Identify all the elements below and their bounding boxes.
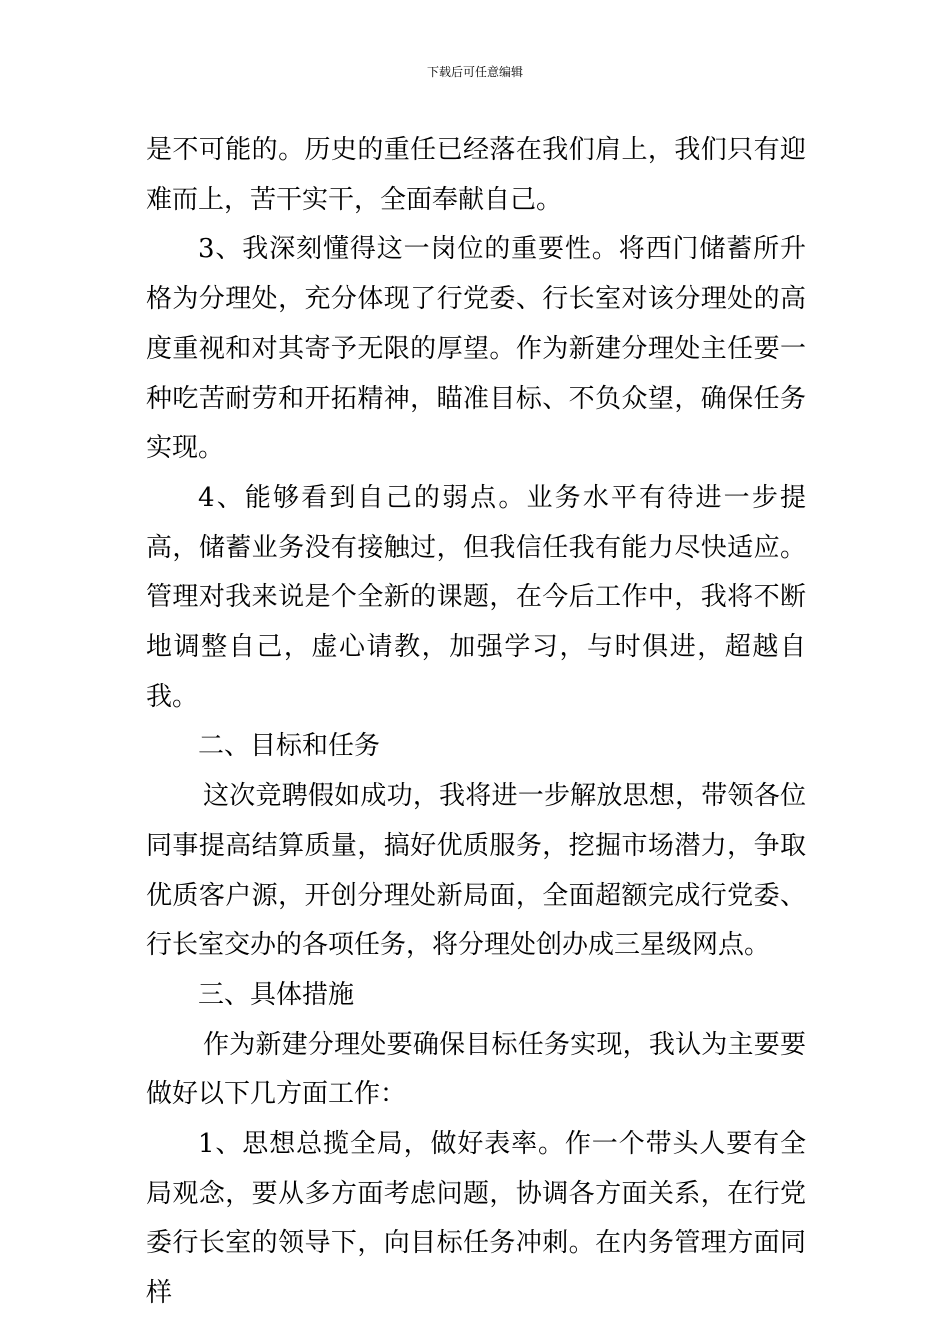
paragraph-measure-1: 1、思想总揽全局，做好表率。作一个带头人要有全局观念，要从多方面考虑问题，协调各方面关系，在行党委行长室的领导下，向目标任务冲刺。在内务管理方面同样	[146, 1129, 806, 1309]
document-body	[146, 126, 806, 1319]
paragraph-point-4: 4、能够看到自己的弱点。业务水平有待进一步提高，储蓄业务没有接触过，但我信任我有能力尽快适应。管理对我来说是个全新的课题，在今后工作中，我将不断地调整自己，虚心请教，加强学习，与时俱进，超越自我。	[146, 482, 806, 712]
paragraph-goals: 这次竞聘假如成功，我将进一步解放思想，带领各位同事提高结算质量，搞好优质服务，挖掘市场潜力，争取优质客户源，开创分理处新局面，全面超额完成行党委、行长室交办的各项任务，将分理处创办成三星级网点。	[146, 781, 806, 961]
section-heading-goals: 二、目标和任务	[198, 731, 381, 762]
section-heading-measures: 三、具体措施	[198, 979, 355, 1010]
page-header: 下载后可任意编辑	[426, 65, 523, 79]
paragraph-continuation: 是不可能的。历史的重任已经落在我们肩上，我们只有迎难而上，苦干实干，全面奉献自己。	[146, 135, 806, 215]
paragraph-measures-intro: 作为新建分理处要确保目标任务实现，我认为主要要做好以下几方面工作：	[146, 1029, 806, 1110]
paragraph-point-3: 3、我深刻懂得这一岗位的重要性。将西门储蓄所升格为分理处，充分体现了行党委、行长室对该分理处的高度重视和对其寄予无限的厚望。作为新建分理处主任要一种吃苦耐劳和开拓精神，瞄准目标、不负众望，确保任务实现。	[146, 234, 806, 464]
